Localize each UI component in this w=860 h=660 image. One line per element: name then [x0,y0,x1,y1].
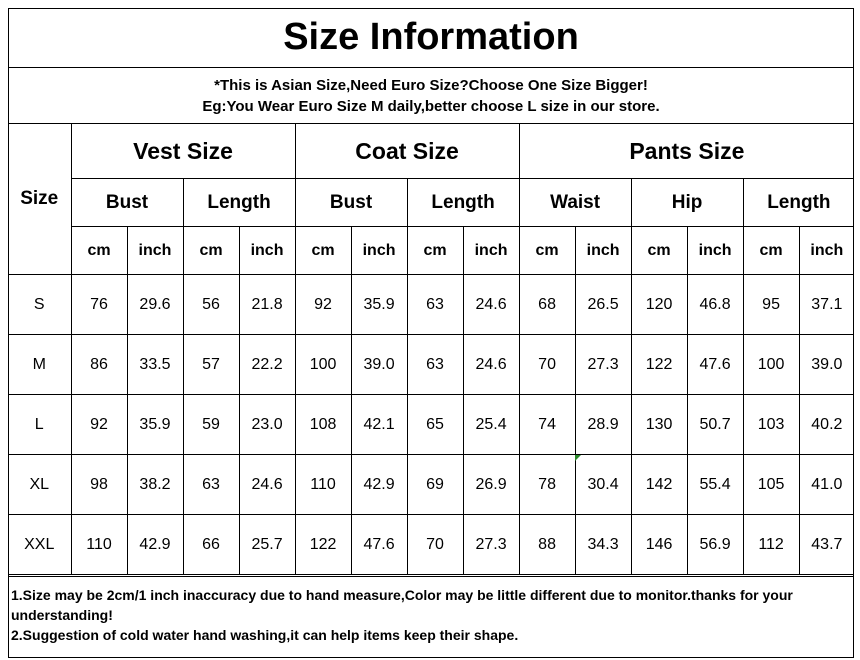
unit-header: inch [127,227,183,275]
measurement-cell: 37.1 [799,275,854,335]
measure-header: Length [407,179,519,227]
measurement-cell: 25.7 [239,515,295,575]
size-notice-line-2: Eg:You Wear Euro Size M daily,better choose L size in our store. [202,97,660,115]
measurement-cell: 34.3 [575,515,631,575]
measurement-cell: 112 [743,515,799,575]
measurement-cell: 26.5 [575,275,631,335]
table-row [8,335,854,395]
measurement-cell: 98 [71,455,127,515]
measurement-cell: 23.0 [239,395,295,455]
measurement-cell: 65 [407,395,463,455]
unit-header: inch [687,227,743,275]
unit-header: cm [407,227,463,275]
measure-header: Length [183,179,295,227]
size-notice-line-1: *This is Asian Size,Need Euro Size?Choose One Size Bigger! [214,76,648,94]
measure-header: Length [743,179,854,227]
measurement-cell: 66 [183,515,239,575]
measurement-cell: 92 [295,275,351,335]
measurement-cell: 78 [519,455,575,515]
measurement-cell: 103 [743,395,799,455]
unit-header: cm [183,227,239,275]
measurement-cell: 43.7 [799,515,854,575]
measurement-cell: 27.3 [575,335,631,395]
measurement-cell: 29.6 [127,275,183,335]
measurement-cell: 35.9 [127,395,183,455]
measurement-cell: 59 [183,395,239,455]
measurement-cell: 63 [407,335,463,395]
unit-header: cm [295,227,351,275]
measurement-cell: 33.5 [127,335,183,395]
footnote-2: 2.Suggestion of cold water hand washing,it can help items keep their shape. [11,627,519,643]
measurement-cell: 42.1 [351,395,407,455]
measurement-cell: 26.9 [463,455,519,515]
measurement-cell: 86 [71,335,127,395]
measurement-cell: 55.4 [687,455,743,515]
measurement-cell: 146 [631,515,687,575]
measurement-cell: 100 [295,335,351,395]
page-title: Size Information [8,8,854,68]
group-header-coat: Coat Size [295,124,519,179]
measurement-cell: 24.6 [463,275,519,335]
measurement-cell: 92 [71,395,127,455]
measure-header: Waist [519,179,631,227]
measurement-cell: 28.9 [575,395,631,455]
measurement-cell: 76 [71,275,127,335]
measurement-cell: 25.4 [463,395,519,455]
measurement-cell: 110 [71,515,127,575]
measurement-cell: 100 [743,335,799,395]
size-table [8,124,854,575]
measurement-cell: 88 [519,515,575,575]
measurement-cell: 95 [743,275,799,335]
measurement-cell: 41.0 [799,455,854,515]
measurement-cell: 74 [519,395,575,455]
size-label-cell: XL [8,455,71,515]
measurement-cell: 22.2 [239,335,295,395]
measurement-cell: 47.6 [351,515,407,575]
measurement-cell: 21.8 [239,275,295,335]
size-label-cell: XXL [8,515,71,575]
unit-header: cm [71,227,127,275]
measurement-cell: 39.0 [351,335,407,395]
size-label-cell: L [8,395,71,455]
measurement-cell: 39.0 [799,335,854,395]
size-rows [8,275,854,575]
table-header-groups [8,124,854,179]
measurement-cell: 56.9 [687,515,743,575]
measurement-cell: 27.3 [463,515,519,575]
measurement-cell: 24.6 [239,455,295,515]
measurement-cell: 122 [295,515,351,575]
unit-header: cm [519,227,575,275]
unit-header: inch [799,227,854,275]
measure-header: Bust [71,179,183,227]
table-header-units [8,227,854,275]
measurement-cell: 24.6 [463,335,519,395]
measurement-cell: 63 [407,275,463,335]
measurement-cell: 40.2 [799,395,854,455]
measurement-cell: 130 [631,395,687,455]
measurement-cell: 69 [407,455,463,515]
measurement-cell: 63 [183,455,239,515]
measurement-cell: 30.4 [575,455,631,515]
measure-header: Bust [295,179,407,227]
corner-mark [575,455,581,461]
table-row [8,515,854,575]
group-header-pants: Pants Size [519,124,854,179]
measurement-cell: 70 [519,335,575,395]
size-column-header: Size [8,124,71,275]
measurement-cell: 108 [295,395,351,455]
measurement-cell: 105 [743,455,799,515]
measure-header: Hip [631,179,743,227]
measurement-cell: 110 [295,455,351,515]
measurement-cell: 50.7 [687,395,743,455]
measurement-cell: 46.8 [687,275,743,335]
unit-header: inch [575,227,631,275]
unit-header: cm [631,227,687,275]
footnotes [8,576,854,658]
table-row [8,395,854,455]
unit-header: inch [463,227,519,275]
size-label-cell: S [8,275,71,335]
measurement-cell: 120 [631,275,687,335]
unit-header: inch [351,227,407,275]
group-header-vest: Vest Size [71,124,295,179]
table-header-measures [8,179,854,227]
measurement-cell: 70 [407,515,463,575]
size-label-cell: M [8,335,71,395]
measurement-cell: 122 [631,335,687,395]
measurement-cell: 56 [183,275,239,335]
footnote-1: 1.Size may be 2cm/1 inch inaccuracy due to hand measure,Color may be little different due to monitor.thanks for your understanding! [11,587,793,623]
table-row [8,455,854,515]
measurement-cell: 68 [519,275,575,335]
measurement-cell: 38.2 [127,455,183,515]
measurement-cell: 42.9 [351,455,407,515]
measurement-cell: 57 [183,335,239,395]
measurement-cell: 35.9 [351,275,407,335]
measurement-cell: 47.6 [687,335,743,395]
table-row [8,275,854,335]
unit-header: cm [743,227,799,275]
measurement-cell: 42.9 [127,515,183,575]
unit-header: inch [239,227,295,275]
size-notice [8,68,854,124]
measurement-cell: 142 [631,455,687,515]
